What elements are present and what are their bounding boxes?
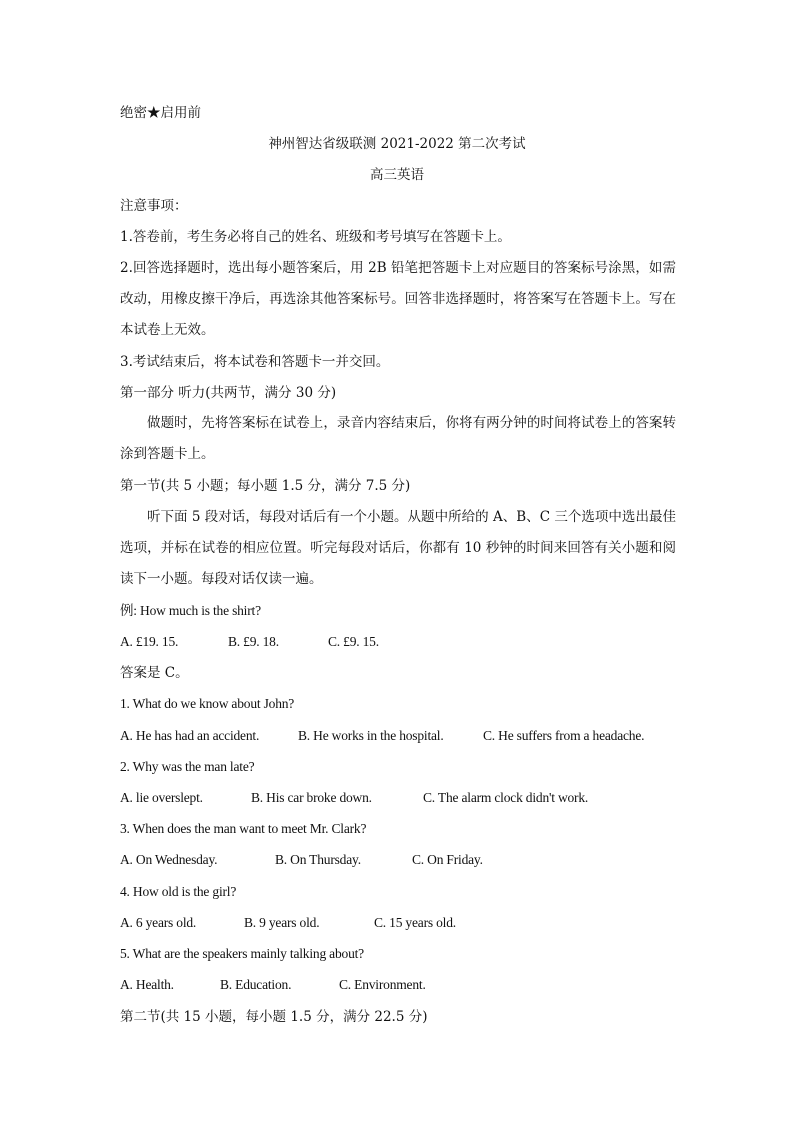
q1-option-c: C. He suffers from a headache.: [483, 728, 645, 743]
part1-heading: 第一部分 听力(共两节，满分 30 分): [120, 385, 337, 401]
q2-option-c: C. The alarm clock didn't work.: [423, 790, 589, 805]
example-option-a: A. £19. 15.: [120, 634, 179, 649]
question-3: 3. When does the man want to meet Mr. Clark?: [120, 821, 367, 836]
notice-heading: 注意事项：: [120, 198, 188, 214]
subject-title: 高三英语: [370, 167, 424, 183]
q5-option-a: A. Health.: [120, 977, 174, 992]
notice-item-3: 3.考试结束后，将本试卷和答题卡一并交回。: [120, 354, 390, 370]
question-1: 1. What do we know about John?: [120, 696, 295, 711]
question-2: 2. Why was the man late?: [120, 759, 255, 774]
q3-option-a: A. On Wednesday.: [120, 852, 218, 867]
section1-heading: 第一节(共 5 小题；每小题 1.5 分，满分 7.5 分): [120, 478, 411, 494]
section2-heading: 第二节(共 15 小题，每小题 1.5 分，满分 22.5 分): [120, 1009, 428, 1025]
q5-option-c: C. Environment.: [339, 977, 426, 992]
q3-option-c: C. On Friday.: [412, 852, 483, 867]
exam-title: 神州智达省级联测 2021-2022 第二次考试: [268, 136, 526, 152]
example-option-b: B. £9. 18.: [228, 634, 279, 649]
q4-option-c: C. 15 years old.: [374, 915, 456, 930]
q2-option-a: A. lie overslept.: [120, 790, 203, 805]
example-question: 例: How much is the shirt?: [120, 603, 261, 618]
confidential-label: 绝密★启用前: [120, 105, 201, 121]
q3-option-b: B. On Thursday.: [275, 852, 361, 867]
notice-item-2: 2.回答选择题时，选出每小题答案后，用 2B 铅笔把答题卡上对应题目的答案标号涂黑，如需改动，用橡皮擦干净后，再选涂其他答案标号。回答非选择题时，将答案写在答题卡上。写在本试卷上无效。: [120, 260, 676, 338]
part1-instruction: 做题时，先将答案标在试卷上，录音内容结束后，你将有两分钟的时间将试卷上的答案转涂到答题卡上。: [120, 415, 676, 462]
section1-instruction: 听下面 5 段对话，每段对话后有一个小题。从题中所给的 A、B、C 三个选项中选出最佳选项，并标在试卷的相应位置。听完每段对话后，你都有 10 秒钟的时间来回答有关小题和阅读下一小题。每段对话仅读一遍。: [120, 509, 676, 587]
question-5: 5. What are the speakers mainly talking about?: [120, 946, 364, 961]
q1-option-b: B. He works in the hospital.: [298, 728, 444, 743]
q2-option-b: B. His car broke down.: [251, 790, 372, 805]
question-4: 4. How old is the girl?: [120, 884, 237, 899]
q4-option-b: B. 9 years old.: [244, 915, 320, 930]
q5-option-b: B. Education.: [220, 977, 292, 992]
example-option-c: C. £9. 15.: [328, 634, 379, 649]
q4-option-a: A. 6 years old.: [120, 915, 197, 930]
q1-option-a: A. He has had an accident.: [120, 728, 260, 743]
example-answer: 答案是 C。: [120, 665, 189, 681]
notice-item-1: 1.答卷前，考生务必将自己的姓名、班级和考号填写在答题卡上。: [120, 229, 511, 245]
